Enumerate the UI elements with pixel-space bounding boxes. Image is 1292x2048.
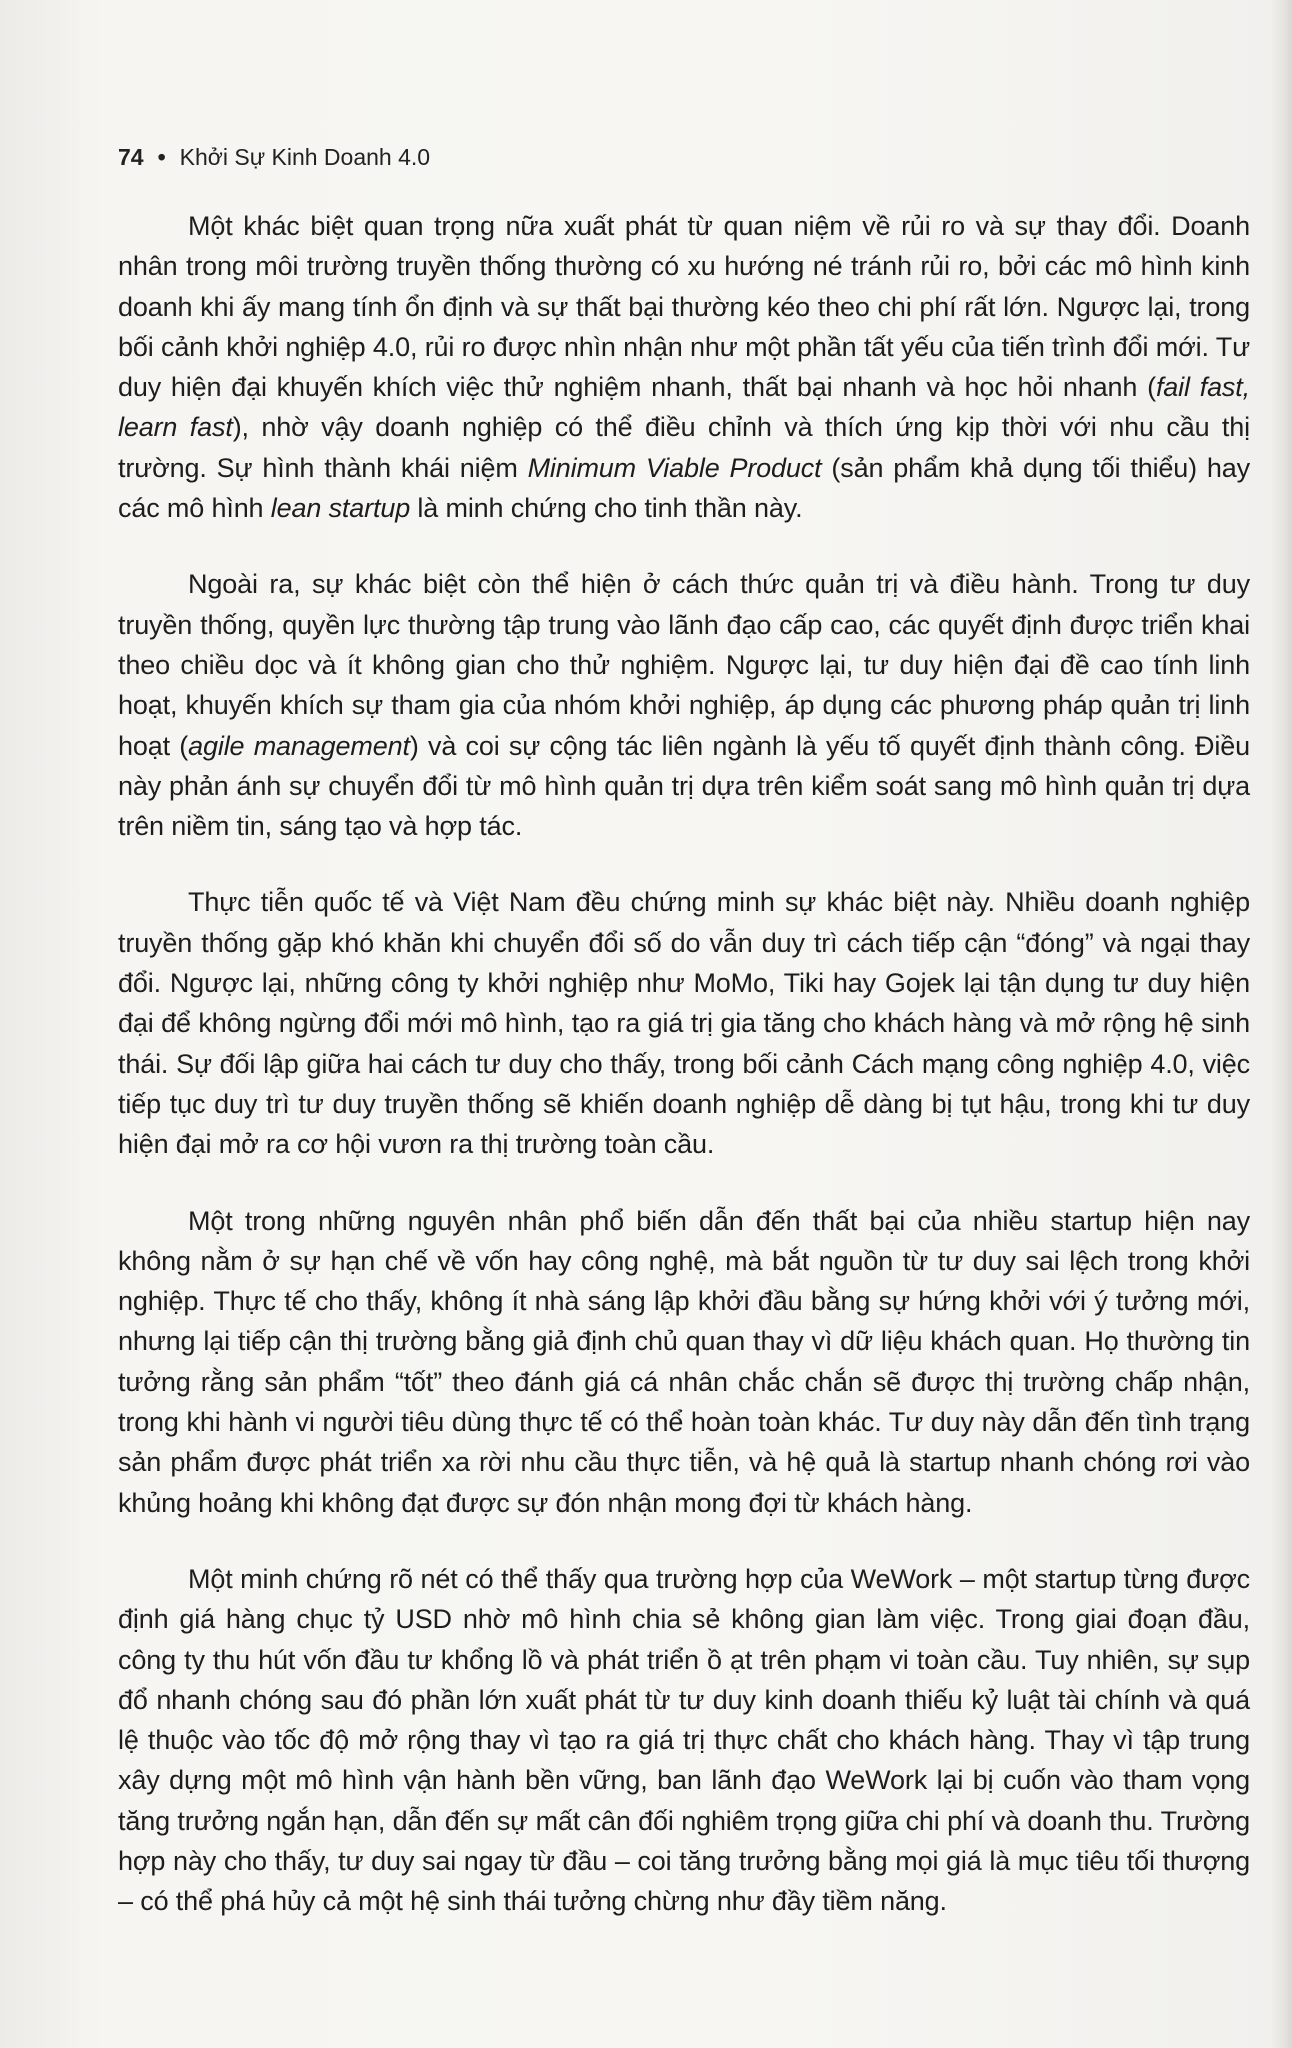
paragraph-text: (sản phẩm khả dụng tối thiểu) hay các mô hình <box>118 452 1250 524</box>
paragraph-text: Ngoài ra, sự khác biệt còn thể hiện ở cách thức quản trị và điều hành. Trong tư duy truyền thống, quyền lực thường tập trung vào lãnh đạo cấp cao, các quyết định được triển khai theo chiều dọc và ít không gian cho thử nghiệm. Ngược lại, tư duy hiện đại đề cao tính linh hoạt, khuyến khích sự tham gia của nhóm khởi nghiệp, áp dụng các phương pháp quản trị linh hoạt ( <box>118 569 1250 761</box>
italic-term-lean-startup: lean startup <box>270 493 411 524</box>
paragraph-practice <box>118 882 1250 1164</box>
paragraph-text: Một minh chứng rõ nét có thể thấy qua trường hợp của WeWork – một startup từng được định giá hàng chục tỷ USD nhờ mô hình chia sẻ không gian làm việc. Trong giai đoạn đầu, công ty thu hút vốn đầu tư khổng lồ và phát triển ồ ạt trên phạm vi toàn cầu. Tuy nhiên, sự sụp đổ nhanh chóng sau đó phần lớn xuất phát từ tư duy kinh doanh thiếu kỷ luật tài chính và quá lệ thuộc vào tốc độ mở rộng thay vì tạo ra giá trị thực chất cho khách hàng. Thay vì tập trung xây dựng một mô hình vận hành bền vững, ban lãnh đạo WeWork lại bị cuốn vào tham vọng tăng trưởng ngắn hạn, dẫn đến sự mất cân đối nghiêm trọng giữa chi phí và doanh thu. Trường hợp này cho thấy, tư duy sai ngay từ đầu – coi tăng trưởng bằng mọi giá là mục tiêu tối thượng – có thể phá hủy cả một hệ sinh thái tưởng chừng như đầy tiềm năng. <box>118 1563 1250 1917</box>
paragraph-text: Một khác biệt quan trọng nữa xuất phát từ quan niệm về rủi ro và sự thay đổi. Doanh nhân trong môi trường truyền thống thường có xu hướng né tránh rủi ro, bởi các mô hình kinh doanh khi ấy mang tính ổn định và sự thất bại thường kéo theo chi phí rất lớn. Ngược lại, trong bối cảnh khởi nghiệp 4.0, rủi ro được nhìn nhận như một phần tất yếu của tiến trình đổi mới. Tư duy hiện đại khuyến khích việc thử nghiệm nhanh, thất bại nhanh và học hỏi nhanh ( <box>118 211 1250 403</box>
page-edge-shadow <box>1270 0 1292 2048</box>
paragraph-management <box>118 564 1250 846</box>
header-separator: • <box>157 144 166 170</box>
paragraph-text: Thực tiễn quốc tế và Việt Nam đều chứng minh sự khác biệt này. Nhiều doanh nghiệp truyền thống gặp khó khăn khi chuyển đổi số do vẫn duy trì cách tiếp cận “đóng” và ngại thay đổi. Ngược lại, những công ty khởi nghiệp như MoMo, Tiki hay Gojek lại tận dụng tư duy hiện đại để không ngừng đổi mới mô hình, tạo ra giá trị gia tăng cho khách hàng và mở rộng hệ sinh thái. Sự đối lập giữa hai cách tư duy cho thấy, trong bối cảnh Cách mạng công nghiệp 4.0, việc tiếp tục duy trì tư duy truyền thống sẽ khiến doanh nghiệp dễ dàng bị tụt hậu, trong khi tư duy hiện đại mở ra cơ hội vươn ra thị trường toàn cầu. <box>118 887 1250 1160</box>
paragraph-text: Một trong những nguyên nhân phổ biến dẫn đến thất bại của nhiều startup hiện nay không nằm ở sự hạn chế về vốn hay công nghệ, mà bắt nguồn từ tư duy sai lệch trong khởi nghiệp. Thực tế cho thấy, không ít nhà sáng lập khởi đầu bằng sự hứng khởi với ý tưởng mới, nhưng lại tiếp cận thị trường bằng giả định chủ quan thay vì dữ liệu khách quan. Họ thường tin tưởng rằng sản phẩm “tốt” theo đánh giá cá nhân chắc chắn sẽ được thị trường chấp nhận, trong khi hành vi người tiêu dùng thực tế có thể hoàn toàn khác. Tư duy này dẫn đến tình trạng sản phẩm được phát triển xa rời nhu cầu thực tiễn, và hệ quả là startup nhanh chóng rơi vào khủng hoảng khi không đạt được sự đón nhận mong đợi từ khách hàng. <box>118 1205 1250 1518</box>
page-number: 74 <box>118 144 144 170</box>
paragraph-text: ), nhờ vậy doanh nghiệp có thể điều chỉnh và thích ứng kịp thời với nhu cầu thị trường. Sự hình thành khái niệm <box>118 412 1250 483</box>
book-title: Khởi Sự Kinh Doanh 4.0 <box>179 144 431 170</box>
running-header <box>118 141 430 173</box>
page-body <box>118 206 1250 1958</box>
paragraph-startup-failure <box>118 1201 1250 1523</box>
italic-term-agile-management: agile management <box>188 730 410 761</box>
paragraph-text: ) và coi sự cộng tác liên ngành là yếu tố quyết định thành công. Điều này phản ánh sự chuyển đổi từ mô hình quản trị dựa trên kiểm soát sang mô hình quản trị dựa trên niềm tin, sáng tạo và hợp tác. <box>118 730 1250 842</box>
italic-term-fail-fast: fail fast, learn fast <box>118 372 1250 443</box>
paragraph-wework <box>118 1559 1250 1922</box>
paragraph-text: là minh chứng cho tinh thần này. <box>410 493 803 524</box>
paragraph-risk-and-change <box>118 206 1250 528</box>
italic-term-mvp: Minimum Viable Product <box>527 452 822 483</box>
